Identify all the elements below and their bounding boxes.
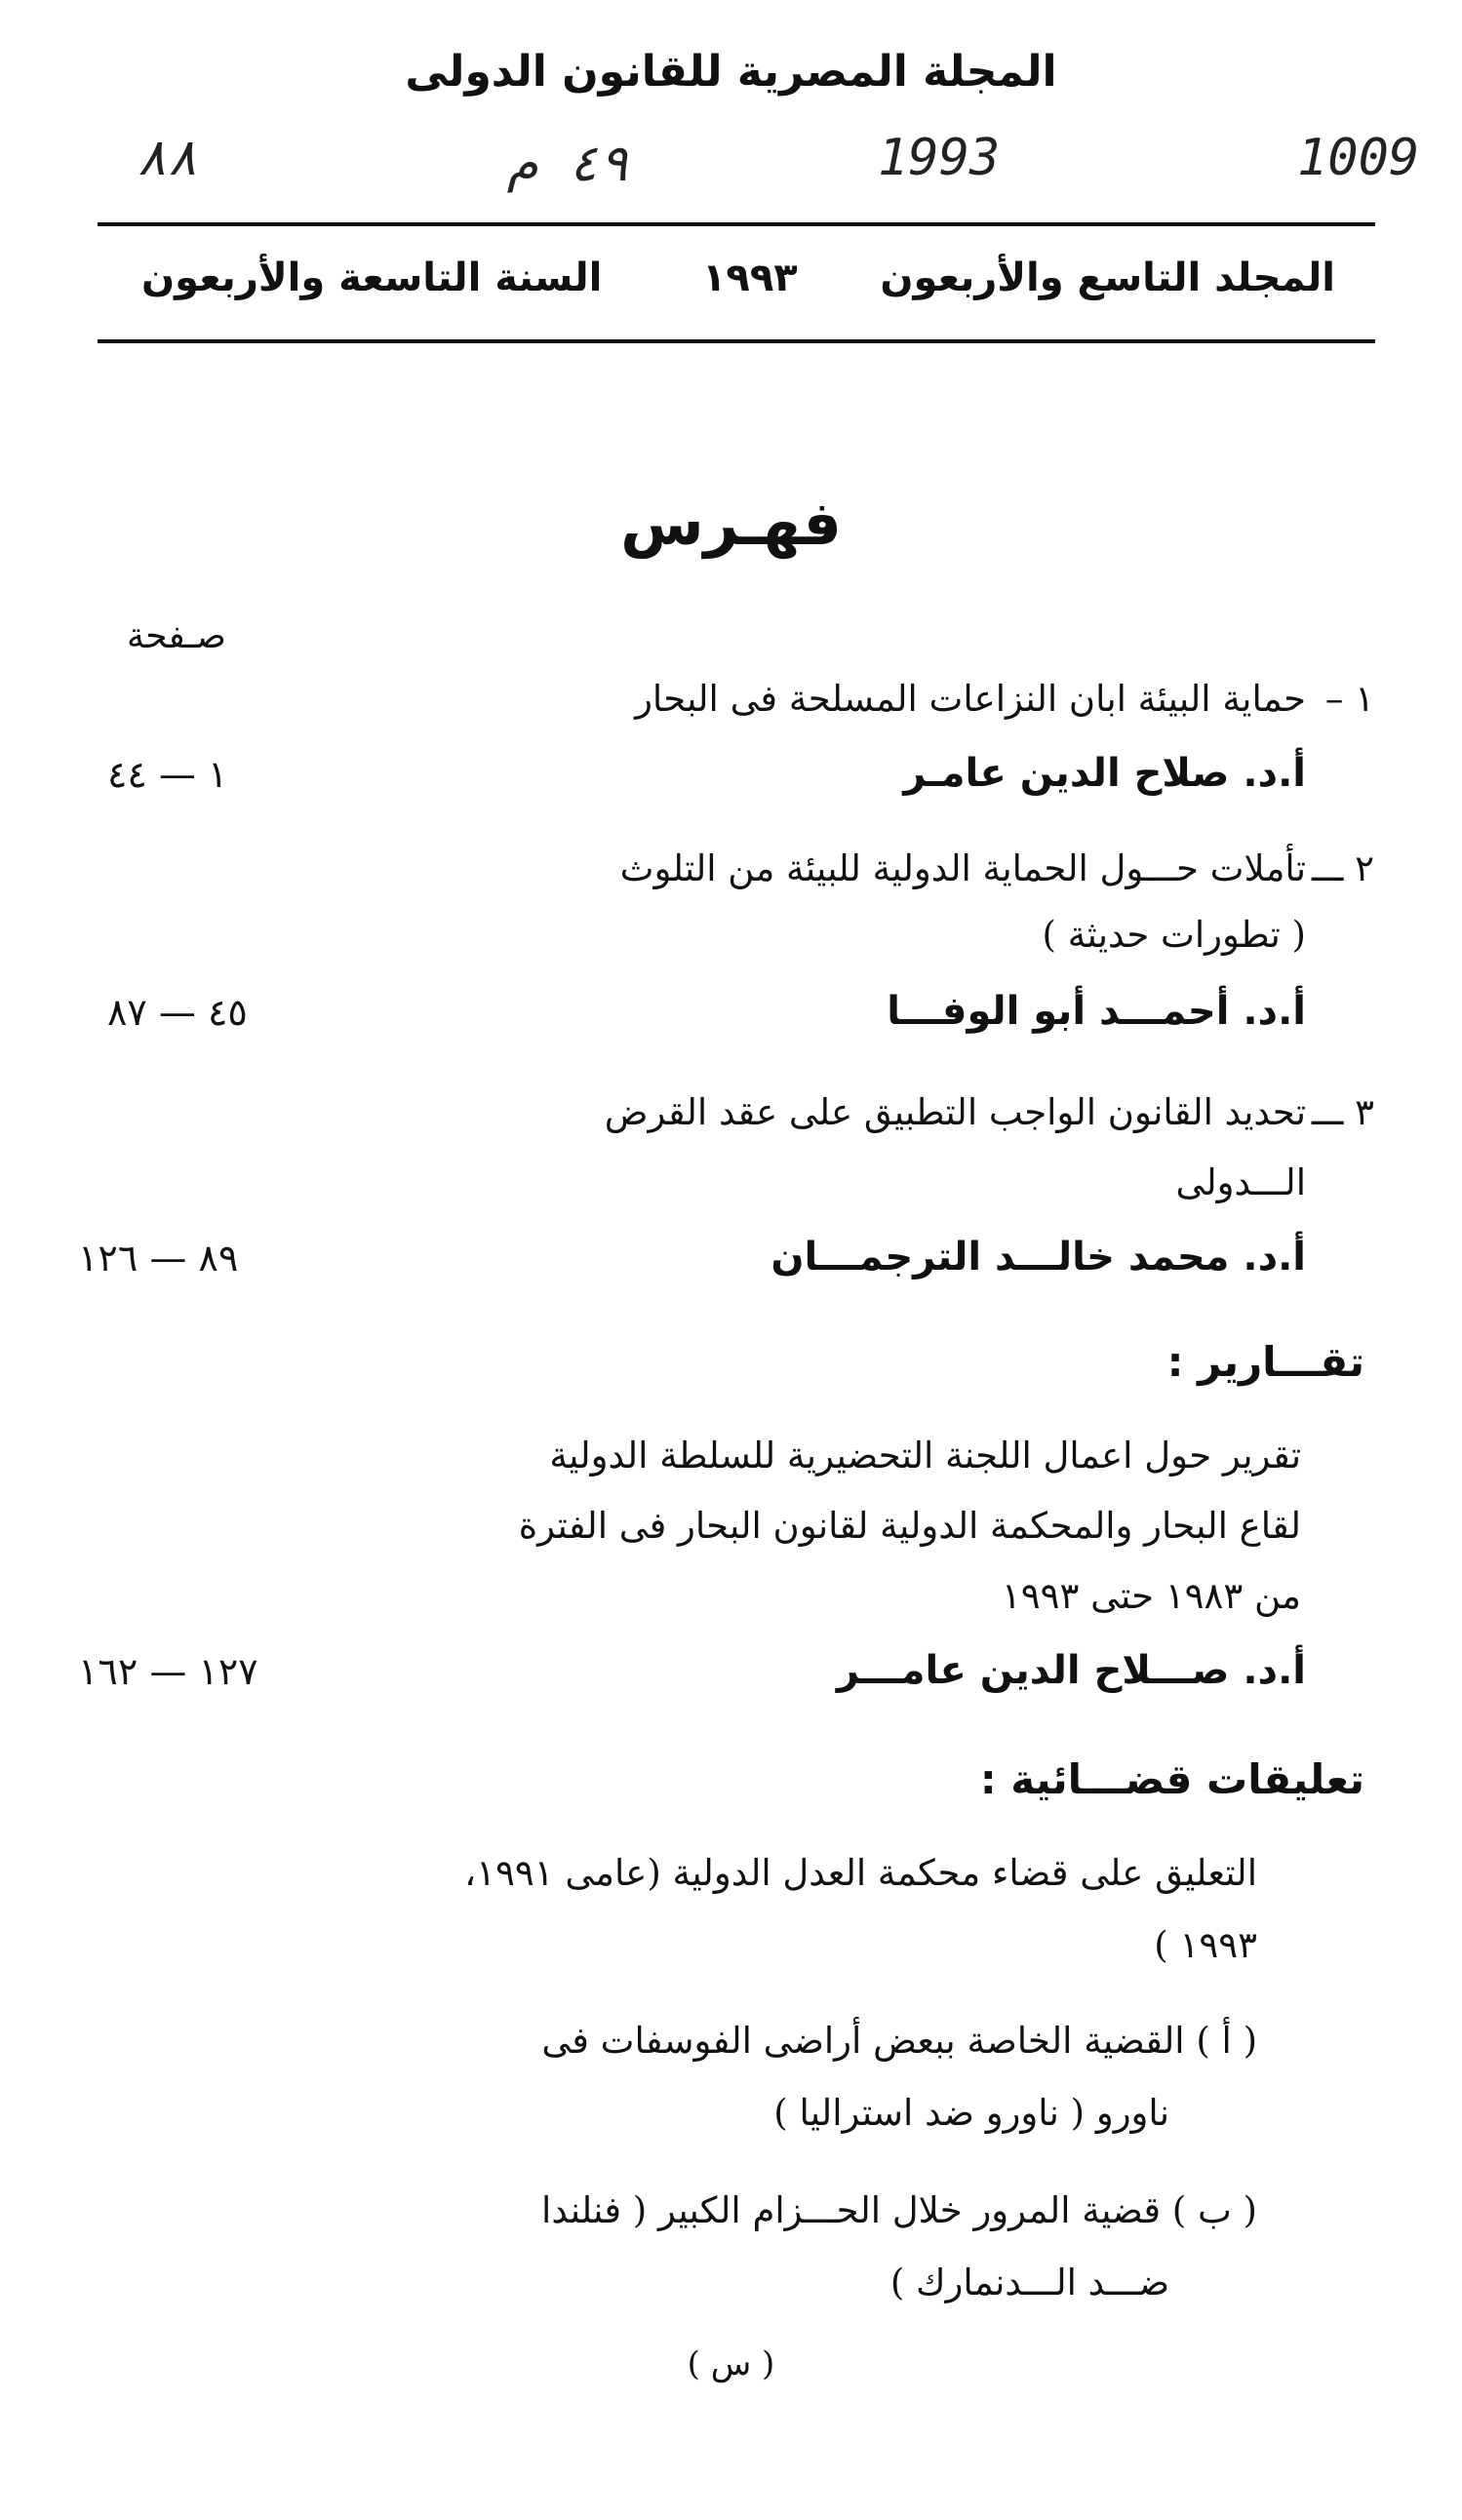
handwritten-note-3: 1993 xyxy=(878,129,1001,187)
article-2-title-line-2: ( تطورات حديثة ) xyxy=(1042,914,1306,956)
comments-item-b-line-2: ضـــد الـــدنمارك ) xyxy=(889,2262,1169,2303)
comments-heading: تعليقات قضـــائية : xyxy=(979,1755,1364,1803)
article-2-author: أ.د. أحمـــد أبو الوفـــا xyxy=(887,989,1306,1034)
page-column-label: صـفحة xyxy=(127,616,226,656)
article-2-number: ٢ ـــ xyxy=(1311,847,1374,889)
volume-year: ١٩٩٣ xyxy=(702,256,798,300)
reports-line-3: من ١٩٨٣ حتى ١٩٩٣ xyxy=(1001,1575,1301,1617)
article-1-title: حماية البيئة ابان النزاعات المسلحة فى البحار xyxy=(635,678,1306,720)
comments-intro-line-1: التعليق على قضاء محكمة العدل الدولية (عامى ١٩٩١، xyxy=(464,1852,1257,1894)
reports-line-2: لقاع البحار والمحكمة الدولية لقانون البحار فى الفترة xyxy=(518,1505,1301,1547)
comments-item-a-line-1: ( أ ) القضية الخاصة ببعض أراضى الفوسفات فى xyxy=(541,2020,1257,2062)
header-rule-bottom xyxy=(98,339,1375,343)
handwritten-note-2: ٤٩ م xyxy=(507,135,630,193)
article-3-author: أ.د. محمد خالـــد الترجمـــان xyxy=(771,1235,1306,1280)
reports-author: أ.د. صـــلاح الدين عامـــر xyxy=(836,1648,1306,1693)
index-title: فهـرس xyxy=(620,488,842,559)
handwritten-note-1: ٨٨ xyxy=(137,129,198,187)
journal-title: المجلة المصرية للقانون الدولى xyxy=(405,47,1057,97)
article-3-pages: ٨٩ — ١٢٦ xyxy=(78,1237,239,1280)
handwritten-note-4: 1009 xyxy=(1297,129,1420,187)
page-footer: ( س ) xyxy=(687,2344,775,2383)
volume-label: المجلد التاسع والأربعون xyxy=(880,256,1335,300)
comments-item-b-line-1: ( ب ) قضية المرور خلال الحـــزام الكبير ( فنلندا xyxy=(541,2189,1257,2231)
reports-pages: ١٢٧ — ١٦٢ xyxy=(78,1650,258,1693)
article-1-pages: ١ — ٤٤ xyxy=(107,753,228,796)
article-3-title-line-2: الـــدولى xyxy=(1175,1162,1306,1203)
article-1-author: أ.د. صلاح الدين عامـر xyxy=(903,751,1306,796)
reports-line-1: تقرير حول اعمال اللجنة التحضيرية للسلطة الدولية xyxy=(549,1435,1301,1477)
comments-item-a-line-2: ناورو ( ناورو ضد استراليا ) xyxy=(773,2092,1169,2134)
year-label: السنة التاسعة والأربعون xyxy=(141,256,603,300)
article-2-title-line-1: تأملات حـــول الحماية الدولية للبيئة من التلوث xyxy=(619,847,1306,889)
article-2-pages: ٤٥ — ٨٧ xyxy=(107,991,248,1034)
article-1-number: ١ – xyxy=(1324,678,1374,720)
header-rule-top xyxy=(98,222,1375,226)
comments-intro-line-2: ١٩٩٣ ) xyxy=(1154,1924,1257,1966)
reports-heading: تقـــارير : xyxy=(1166,1338,1364,1386)
article-3-number: ٣ ـــ xyxy=(1311,1091,1374,1133)
article-3-title-line-1: تحديد القانون الواجب التطبيق على عقد القرض xyxy=(604,1091,1306,1133)
